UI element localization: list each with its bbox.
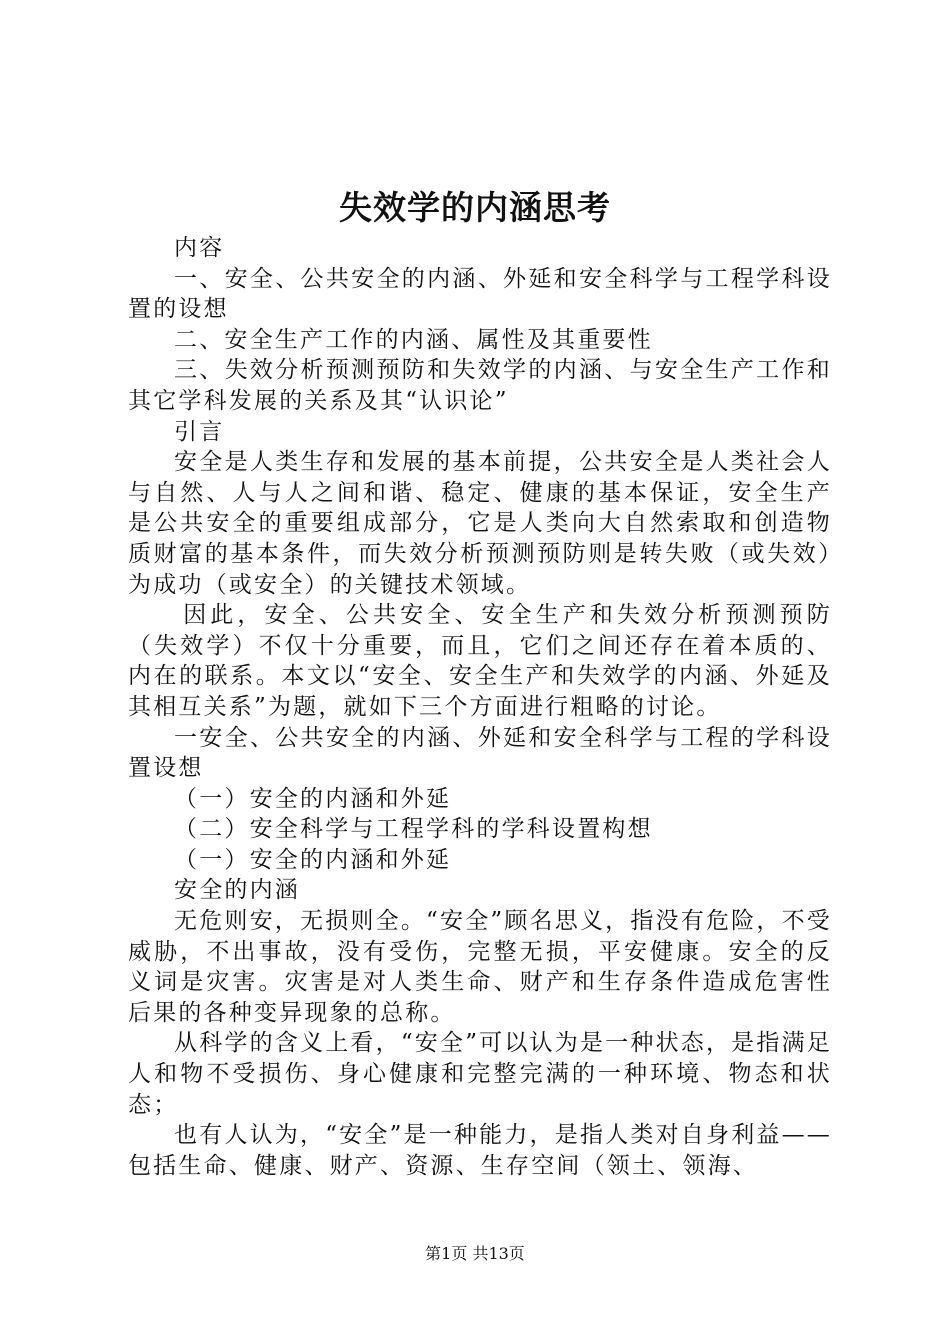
- document-title: 失效学的内涵思考: [339, 188, 611, 227]
- paragraph-introduction-heading: 引言: [174, 418, 225, 445]
- paragraph-safety-connotation-heading: 安全的内涵: [174, 877, 300, 904]
- paragraph-subsection-2: （二）安全科学与工程学科的学科设置构想: [174, 816, 653, 843]
- paragraph-introduction-2: 因此，安全、公共安全、安全生产和失效分析预测预防（失效学）不仅十分重要，而且，它们之间还存在着本质的、内在的联系。本文以“安全、安全生产和失效学的内涵、外延及其相互关系”为题，就如下三个方面进行粗略的讨论。: [128, 602, 832, 720]
- paragraph-contents-heading: 内容: [174, 235, 225, 261]
- paragraph-subsection-1-repeat: （一）安全的内涵和外延: [174, 846, 452, 873]
- paragraph-safety-definition: 无危则安，无损则全。“安全”顾名思义，指没有危险，不受威胁，不出事故，没有受伤，完整无损，平安健康。安全的反义词是灾害。灾害是对人类生命、财产和生存条件造成危害性后果的各种变异现象的总称。: [128, 908, 832, 1026]
- paragraph-scientific-meaning: 从科学的含义上看，“安全”可以认为是一种状态，是指满足人和物不受损伤、身心健康和完整完满的一种环境、物态和状态；: [128, 1030, 832, 1118]
- paragraph-subsection-1: （一）安全的内涵和外延: [174, 785, 452, 812]
- paragraph-contents-item-1: 一、安全、公共安全的内涵、外延和安全科学与工程学科设置的设想: [128, 265, 832, 323]
- paragraph-contents-item-3: 三、失效分析预测预防和失效学的内涵、与安全生产工作和其它学科发展的关系及其“认识论”: [128, 357, 832, 414]
- paragraph-safety-ability: 也有人认为，“安全”是一种能力，是指人类对自身利益——包括生命、健康、财产、资源、生存空间（领土、领海、: [128, 1122, 832, 1179]
- paragraph-introduction-1: 安全是人类生存和发展的基本前提，公共安全是人类社会人与自然、人与人之间和谐、稳定、健康的基本保证，安全生产是公共安全的重要组成部分，它是人类向大自然索取和创造物质财富的基本条件，而失效分析预测预防则是转失败（或失效）为成功（或安全）的关键技术领域。: [128, 449, 832, 598]
- document-body: [128, 233, 832, 1181]
- page-footer: 第1页 共13页: [425, 1244, 525, 1263]
- paragraph-section-1-heading: 一安全、公共安全的内涵、外延和安全科学与工程的学科设置设想: [128, 724, 832, 782]
- paragraph-contents-item-2: 二、安全生产工作的内涵、属性及其重要性: [174, 326, 653, 353]
